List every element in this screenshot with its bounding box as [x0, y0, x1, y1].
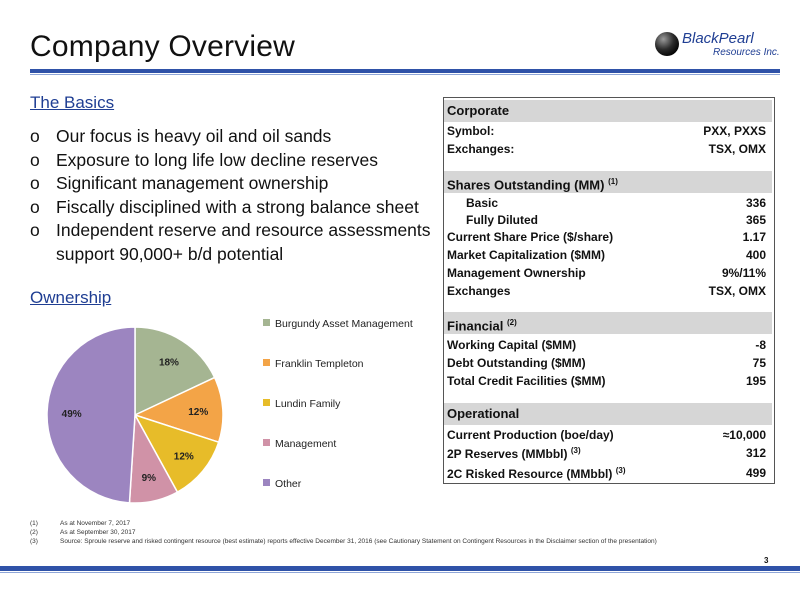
page-title: Company Overview — [30, 30, 295, 63]
legend-item — [263, 398, 340, 412]
header-divider — [30, 69, 780, 73]
basics-list — [30, 125, 440, 266]
ownership-heading: Ownership — [30, 288, 112, 307]
shares-heading: Shares Outstanding (MM) $^{(1)}$ — [444, 171, 772, 193]
table-row: 2P Reserves (MMbbl) $^{(3)}$ 312 — [447, 446, 766, 461]
legend-label: Burgundy Asset Management — [275, 318, 413, 330]
footnote: (2) As at September 30, 2017 — [30, 529, 136, 536]
footer-divider-thin — [0, 572, 800, 573]
legend-swatch — [263, 399, 270, 406]
footer-divider — [0, 566, 800, 571]
bullet-marker: o — [30, 126, 40, 146]
company-facts-table — [443, 97, 775, 484]
table-row: Exchanges TSX, OMX — [447, 284, 766, 298]
table-row: Total Credit Facilities ($MM) 195 — [447, 374, 766, 388]
footnotes — [30, 520, 790, 547]
legend-item — [263, 438, 336, 452]
legend-swatch — [263, 439, 270, 446]
page-number: 3 — [764, 556, 769, 565]
financial-heading: Financial $^{(2)}$ — [444, 312, 772, 334]
legend-swatch — [263, 479, 270, 486]
legend-swatch — [263, 319, 270, 326]
footnote: (3) Source: Sproule reserve and risked contingent resource (best estimate) reports effective December 31, 2016 (see Cautionary Statement on Contingent Resources in the Disclaimer section of the presentation) — [30, 538, 657, 545]
bullet-marker: o — [30, 149, 40, 170]
basics-item — [30, 196, 440, 220]
legend-item — [263, 478, 301, 492]
legend-item — [263, 318, 413, 332]
pie-slice-other — [47, 327, 135, 503]
pearl-icon — [655, 32, 679, 56]
basics-item-text: Our focus is heavy oil and oil sands — [56, 126, 332, 146]
table-row: Basic 336 — [466, 196, 766, 210]
logo-subtitle: Resources Inc. — [713, 47, 780, 58]
table-row: Debt Outstanding ($MM) 75 — [447, 356, 766, 370]
legend-label: Other — [275, 478, 302, 490]
table-row: 2C Risked Resource (MMbbl) $^{(3)}$ 499 — [447, 466, 766, 481]
table-row: Fully Diluted 365 — [466, 213, 766, 227]
basics-item — [30, 149, 440, 173]
pie-data-label: 9% — [141, 472, 157, 484]
basics-item-text: Exposure to long life low decline reserves — [56, 149, 378, 170]
legend-item — [263, 358, 364, 372]
table-row: Exchanges: TSX, OMX — [447, 142, 766, 156]
table-row: Management Ownership 9%/11% — [447, 266, 766, 280]
pie-data-label: 12% — [188, 407, 209, 419]
basics-item — [30, 125, 440, 149]
table-row: Current Production (boe/day) ≈10,000 — [447, 428, 766, 442]
basics-item — [30, 219, 440, 266]
table-row: Symbol: PXX, PXXS — [447, 124, 766, 138]
footnote: (1) As at November 7, 2017 — [30, 520, 131, 527]
legend-label: Management — [275, 438, 337, 450]
legend-swatch — [263, 359, 270, 366]
basics-item-text: Significant management ownership — [56, 173, 329, 193]
bullet-marker: o — [30, 196, 40, 217]
bullet-marker: o — [30, 220, 40, 240]
corporate-heading: Corporate — [444, 100, 772, 122]
table-row: Working Capital ($MM) -8 — [447, 338, 766, 352]
logo-name: BlackPearl — [682, 30, 754, 47]
ownership-pie-chart — [40, 320, 230, 510]
basics-item-text: Independent reserve and resource assessments support 90,000+ b/d potential — [56, 220, 431, 264]
table-row: Current Share Price ($/share) 1.17 — [447, 230, 766, 244]
operational-heading: Operational — [444, 403, 772, 425]
table-row: Market Capitalization ($MM) 400 — [447, 248, 766, 262]
basics-item-text: Fiscally disciplined with a strong balance sheet — [56, 196, 419, 217]
pie-data-label: 49% — [61, 409, 82, 421]
header-divider-thin — [30, 74, 780, 75]
bullet-marker: o — [30, 173, 40, 193]
legend-label: Lundin Family — [275, 398, 341, 410]
pie-data-label: 18% — [158, 357, 179, 369]
company-logo — [655, 30, 780, 62]
basics-heading: The Basics — [30, 93, 115, 112]
legend-label: Franklin Templeton — [275, 358, 364, 370]
pie-data-label: 12% — [173, 451, 194, 463]
basics-item — [30, 172, 440, 196]
